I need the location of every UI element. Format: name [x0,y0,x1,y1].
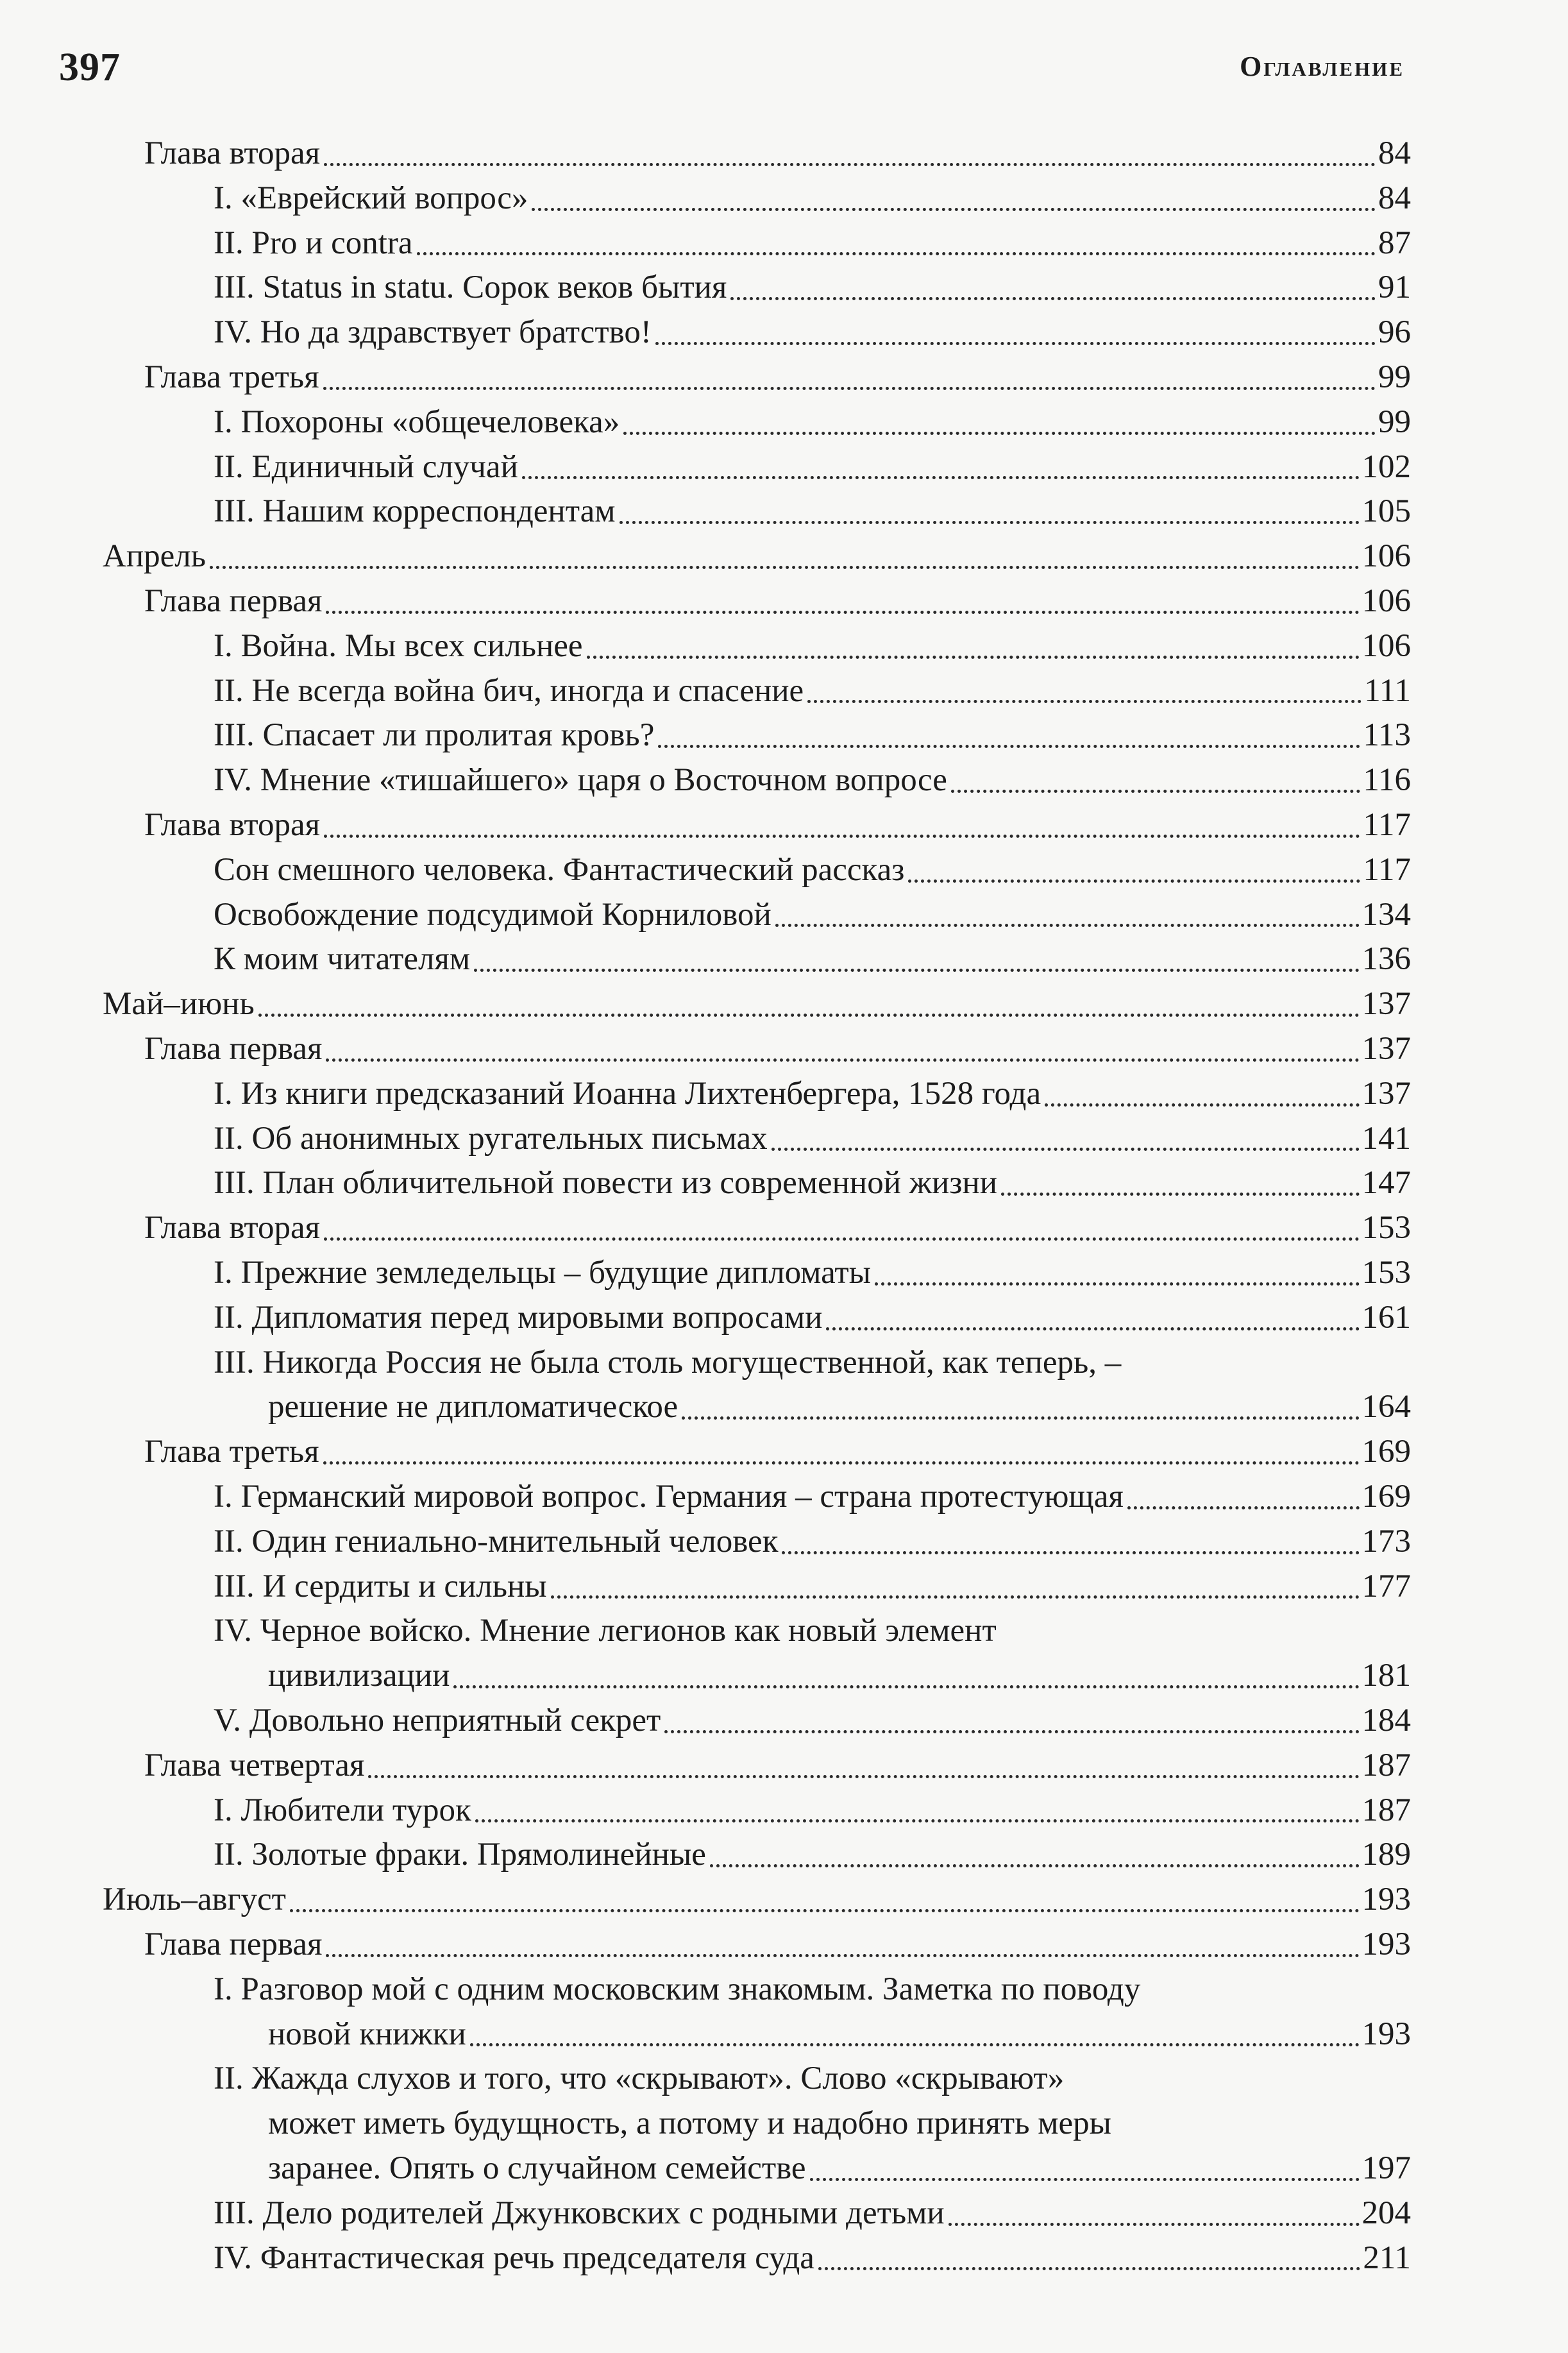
dot-leader [908,879,1360,883]
toc-entry-title: I. Похороны «общечеловека» [214,403,620,440]
toc-entry-page: 99 [1378,359,1411,395]
toc-entry-title: IV. Мнение «тишайшего» царя о Восточном вопросе [214,762,947,799]
dot-leader [710,1864,1360,1867]
toc-entry-page: 137 [1361,986,1411,1023]
toc-entry-page: 106 [1361,538,1411,575]
toc-entry-line [214,1609,1411,1654]
toc-entry-title: I. Война. Мы всех сильнее [214,627,583,664]
toc-entry-page: 204 [1361,2195,1411,2231]
toc-entry [214,400,1411,445]
dot-leader [475,1819,1360,1822]
toc-entry [214,310,1411,355]
toc-entry-page: 173 [1361,1523,1411,1559]
toc-entry-title: I. Любители турок [214,1792,471,1828]
toc-entry-page: 99 [1378,403,1411,440]
toc-entry [214,1699,1411,1744]
toc-entry-page: 197 [1361,2150,1411,2186]
dot-leader [620,521,1360,524]
toc-entry-title: Освобождение подсудимой Корниловой [214,896,771,933]
page-number: 397 [59,46,121,89]
toc-entry-page: 147 [1361,1165,1411,1202]
dot-leader [810,2178,1360,2181]
dot-leader [730,297,1376,300]
toc-entry-page: 181 [1361,1658,1411,1694]
toc-entry-title: II. Pro и contra [214,225,413,261]
toc-entry [214,1385,1411,1430]
toc-entry [214,624,1411,669]
toc-entry [103,982,1411,1027]
toc-entry-page: 136 [1361,941,1411,978]
toc-entry-title: II. Дипломатия перед мировыми вопросами [214,1299,823,1336]
toc-entry-title: К моим читателям [214,941,471,978]
toc-entry-title: I. «Еврейский вопрос» [214,180,528,216]
toc-entry-page: 164 [1361,1389,1411,1425]
dot-leader [417,252,1376,255]
toc-entry-title: III. Спасает ли пролитая кровь? [214,717,655,754]
toc-entry-page: 153 [1361,1255,1411,1291]
toc-entry [214,1833,1411,1878]
toc-entry-title: III. Status in statu. Сорок веков бытия [214,269,727,306]
dot-leader [818,2267,1360,2270]
toc-entry-page: 117 [1363,807,1411,843]
toc-entry-title: I. Из книги предсказаний Иоанна Лихтенбергера, 1528 года [214,1075,1041,1112]
toc-entry [214,2012,1411,2057]
toc-entry-page: 193 [1361,1926,1411,1962]
toc-entry-page: 84 [1378,135,1411,171]
toc-entry [214,266,1411,310]
toc-entry-title: III. Нашим корреспондентам [214,493,616,530]
toc-entry-page: 153 [1361,1210,1411,1246]
dot-leader [470,2043,1360,2046]
dot-leader [522,476,1360,479]
dot-leader [664,1730,1359,1733]
toc-entry [103,1878,1411,1923]
toc-entry [103,534,1411,579]
toc-entry-title: Глава вторая [144,135,321,171]
toc-entry-title: II. Один гениально-мнительный человек [214,1523,779,1559]
dot-leader [551,1595,1360,1599]
toc-entry [214,1161,1411,1206]
toc-entry [214,2146,1411,2191]
toc-entry [214,2191,1411,2236]
toc-entry [214,176,1411,221]
toc-entry-page: 137 [1361,1075,1411,1112]
toc-entry [214,758,1411,803]
toc-entry-title: II. Не всегда война бич, иногда и спасение [214,672,804,709]
toc-entry [214,1296,1411,1341]
toc-entry-page: 106 [1361,583,1411,619]
toc-entry-page: 116 [1363,762,1411,799]
toc-entry-page: 161 [1361,1299,1411,1336]
toc-entry-page: 96 [1378,314,1411,351]
dot-leader [532,208,1376,211]
toc-entry [144,803,1411,848]
toc-entry-page: 134 [1361,896,1411,933]
dot-leader [326,1954,1359,1957]
toc-entry [144,1027,1411,1072]
toc-entry [144,1206,1411,1251]
dot-leader [323,387,1376,390]
toc-entry-line [214,1341,1411,1386]
toc-entry-title: III. И сердиты и сильны [214,1568,547,1604]
toc-entry [214,1788,1411,1833]
toc-entry [214,489,1411,534]
toc-entry-title: II. Золотые фраки. Прямолинейные [214,1837,706,1873]
toc-entry [214,1654,1411,1699]
toc-entry-title-line1: IV. Черное войско. Мнение легионов как новый элемент [214,1613,997,1649]
toc-entry-page: 211 [1363,2239,1411,2276]
toc-entry-title: III. Дело родителей Джунковских с родными детьми [214,2195,945,2231]
toc-entry-line [214,2057,1411,2102]
dot-leader [807,700,1361,703]
toc-entry-page: 177 [1361,1568,1411,1604]
toc-entry-title: Глава четвертая [144,1747,365,1783]
dot-leader [324,163,1376,166]
dot-leader [326,1058,1359,1062]
dot-leader [326,611,1359,614]
toc-entry-line [214,1967,1411,2012]
toc-entry-line [214,2102,1411,2146]
toc-entry-title: III. План обличительной повести из современной жизни [214,1165,998,1202]
dot-leader [948,2223,1360,2226]
toc-entry-title: Глава первая [144,1031,323,1067]
dot-leader [324,1237,1359,1241]
dot-leader [623,432,1376,435]
dot-leader [323,1461,1360,1465]
toc-entry [214,221,1411,266]
toc-entry-title: II. Единичный случай [214,448,518,485]
toc-entry [214,1251,1411,1296]
toc-entry [144,1430,1411,1475]
toc-entry-title: Глава вторая [144,1210,321,1246]
toc-entry-title-line3: заранее. Опять о случайном семействе [268,2150,806,2186]
toc-entry [214,2236,1411,2281]
dot-leader [775,924,1360,927]
toc-entry-title: V. Довольно неприятный секрет [214,1703,661,1738]
toc-entry-title: Глава третья [144,359,319,395]
toc-entry-title-line2: цивилизации [268,1658,450,1694]
dot-leader [826,1327,1359,1330]
toc-entry-page: 169 [1361,1434,1411,1470]
dot-leader [782,1551,1359,1554]
dot-leader [1127,1506,1360,1509]
toc-entry [144,355,1411,400]
toc-entry-page: 117 [1363,851,1411,888]
toc-entry-title: I. Прежние земледельцы – будущие дипломаты [214,1255,871,1291]
toc-entry [214,1072,1411,1117]
dot-leader [587,656,1360,659]
toc-entry [144,132,1411,176]
toc-entry-title: Апрель [103,538,206,575]
toc-entry-page: 193 [1361,1882,1411,1918]
dot-leader [324,835,1360,838]
toc-entry-page: 184 [1361,1703,1411,1738]
toc-entry-page: 113 [1363,717,1411,754]
toc-entry [144,1744,1411,1788]
toc-entry-title-line1: I. Разговор мой с одним московским знакомым. Заметка по поводу [214,1971,1141,2007]
toc-entry [144,579,1411,624]
dot-leader [655,342,1376,345]
dot-leader [258,1014,1360,1017]
dot-leader [771,1148,1360,1151]
toc-entry-page: 91 [1378,269,1411,306]
toc-entry-page: 102 [1361,448,1411,485]
toc-entry-page: 84 [1378,180,1411,216]
dot-leader [368,1775,1359,1778]
toc-entry-page: 111 [1364,672,1411,709]
dot-leader [1045,1103,1359,1107]
dot-leader [210,566,1360,569]
toc-entry-title: IV. Но да здравствует братство! [214,314,652,351]
toc-entry-title: II. Об анонимных ругательных письмах [214,1120,768,1157]
toc-entry-title: Глава первая [144,583,323,619]
toc-entry-title: Глава первая [144,1926,323,1962]
running-title: Оглавление [1240,51,1404,82]
dot-leader [658,745,1360,748]
dot-leader [875,1282,1360,1286]
toc-entry-page: 106 [1361,627,1411,664]
toc-entry [214,1565,1411,1610]
toc-entry-page: 189 [1361,1837,1411,1873]
dot-leader [474,969,1359,972]
toc-entry-title-line2: может иметь будущность, а потому и надобно принять меры [268,2105,1111,2142]
toc-entry-title-line1: III. Никогда Россия не была столь могущественной, как теперь, – [214,1344,1122,1380]
toc-entry-page: 141 [1361,1120,1411,1157]
toc-entry-title: Май–июнь [103,986,255,1023]
toc-entry-page: 169 [1361,1479,1411,1515]
toc-entry [214,1475,1411,1520]
toc-entry [214,1520,1411,1565]
toc-entry [214,893,1411,938]
toc-entry [144,1923,1411,1967]
dot-leader [290,1909,1360,1912]
toc-entry-title: I. Германский мировой вопрос. Германия – страна протестующая [214,1479,1124,1515]
toc-entry [214,1117,1411,1162]
toc-entry-title: Июль–август [103,1882,286,1918]
dot-leader [682,1416,1359,1420]
toc-entry-page: 137 [1361,1031,1411,1067]
toc-entry [214,713,1411,758]
toc-entry-page: 87 [1378,225,1411,261]
toc-entry [214,445,1411,490]
toc-entry-page: 193 [1361,2016,1411,2052]
toc-entry-title-line2: решение не дипломатическое [268,1389,679,1425]
toc-entry-title: IV. Фантастическая речь председателя суда [214,2239,814,2276]
toc-entry-page: 105 [1361,493,1411,530]
toc-entry [214,937,1411,982]
dot-leader [951,790,1361,793]
dot-leader [453,1685,1359,1688]
toc-entry [214,848,1411,893]
dot-leader [1001,1193,1359,1196]
toc-entry-title: Глава третья [144,1434,319,1470]
toc-entry-title-line2: новой книжки [268,2016,466,2052]
toc-entry-page: 187 [1361,1747,1411,1783]
toc-entry-title-line1: II. Жажда слухов и того, что «скрывают». Слово «скрывают» [214,2060,1065,2097]
toc-entry-page: 187 [1361,1792,1411,1828]
toc-entry-title: Сон смешного человека. Фантастический рассказ [214,851,905,888]
toc-entry-title: Глава вторая [144,807,321,843]
toc-entry [214,669,1411,714]
